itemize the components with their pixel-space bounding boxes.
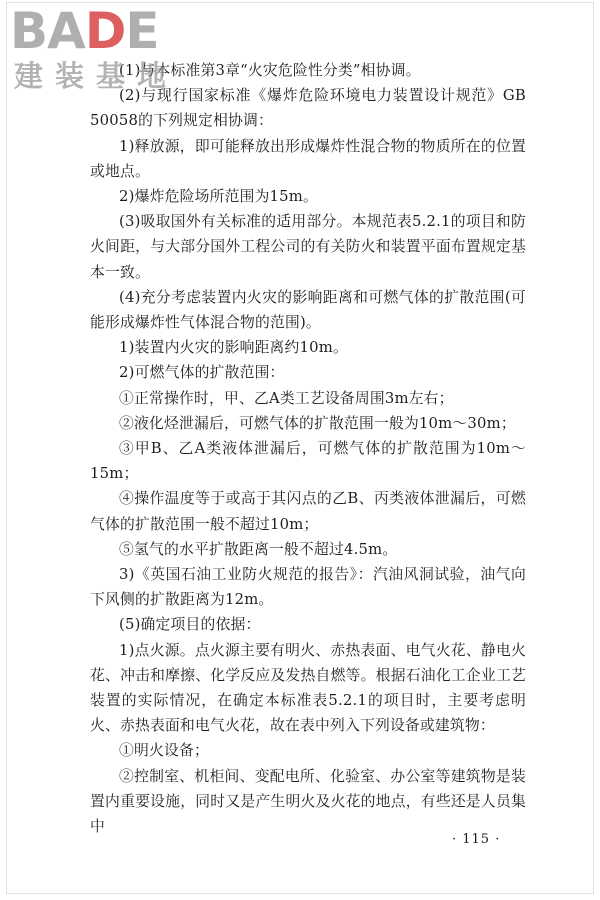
paragraph-14: 3)《英国石油工业防火规范的报告》：汽油风洞试验，油气向下风侧的扩散距离为12m。	[90, 566, 526, 609]
document-body	[90, 58, 526, 839]
paragraph-5: (3)吸取国外有关标准的适用部分。本规范表5.2.1的项目和防火间距，与大部分国外工程公司的有关防火和装置平面布置规定基本一致。	[90, 213, 526, 281]
paragraph-13: ⑤氢气的水平扩散距离一般不超过4.5m。	[119, 540, 398, 558]
paragraph-12: ④操作温度等于或高于其闪点的乙B、丙类液体泄漏后，可燃气体的扩散范围一般不超过10m；	[90, 490, 526, 533]
paragraph-2: (2)与现行国家标准《爆炸危险环境电力装置设计规范》GB 50058的下列规定相协调：	[90, 87, 526, 130]
paragraph-7: 1)装置内火灾的影响距离约10m。	[119, 339, 349, 357]
paragraph-1: (1)与本标准第3章“火灾危险性分类”相协调。	[119, 62, 421, 79]
paragraph-6: (4)充分考虑装置内火灾的影响距离和可燃气体的扩散范围(可能形成爆炸性气体混合物的范围)。	[90, 288, 526, 332]
logo-brand-accent: D	[84, 2, 126, 60]
paragraph-3: 1)释放源，即可能释放出形成爆炸性混合物的物质所在的位置或地点。	[90, 137, 526, 180]
paragraph-15: (5)确定项目的依据：	[119, 616, 261, 634]
paragraph-17: ①明火设备；	[119, 742, 209, 760]
paragraph-10: ②液化烃泄漏后，可燃气体的扩散范围一般为10m～30m；	[119, 414, 516, 432]
logo-subtitle: 建装基地	[14, 59, 179, 93]
paragraph-8: 2)可燃气体的扩散范围：	[119, 364, 285, 382]
logo-brand: BADE	[10, 2, 159, 60]
paragraph-18: ②控制室、机柜间、变配电所、化验室、办公室等建筑物是装置内重要设施，同时又是产生明火及火花的地点，有些还是人员集中	[90, 767, 526, 836]
paragraph-11: ③甲B、乙A类液体泄漏后，可燃气体的扩散范围为10m～15m；	[90, 440, 526, 483]
paragraph-9: ①正常操作时，甲、乙A类工艺设备周围3m左右；	[119, 389, 454, 407]
paragraph-4: 2)爆炸危险场所范围为15m。	[119, 188, 319, 206]
paragraph-16: 1)点火源。点火源主要有明火、赤热表面、电气火花、静电火花、冲击和摩擦、化学反应及发热自燃等。根据石油化工企业工艺装置的实际情况，在确定本标准表5.2.1的项目时，主要考虑明火、赤热表面和电气火花，故在表中列入下列设备或建筑物：	[90, 641, 526, 735]
page-number: · 115 ·	[452, 832, 501, 847]
